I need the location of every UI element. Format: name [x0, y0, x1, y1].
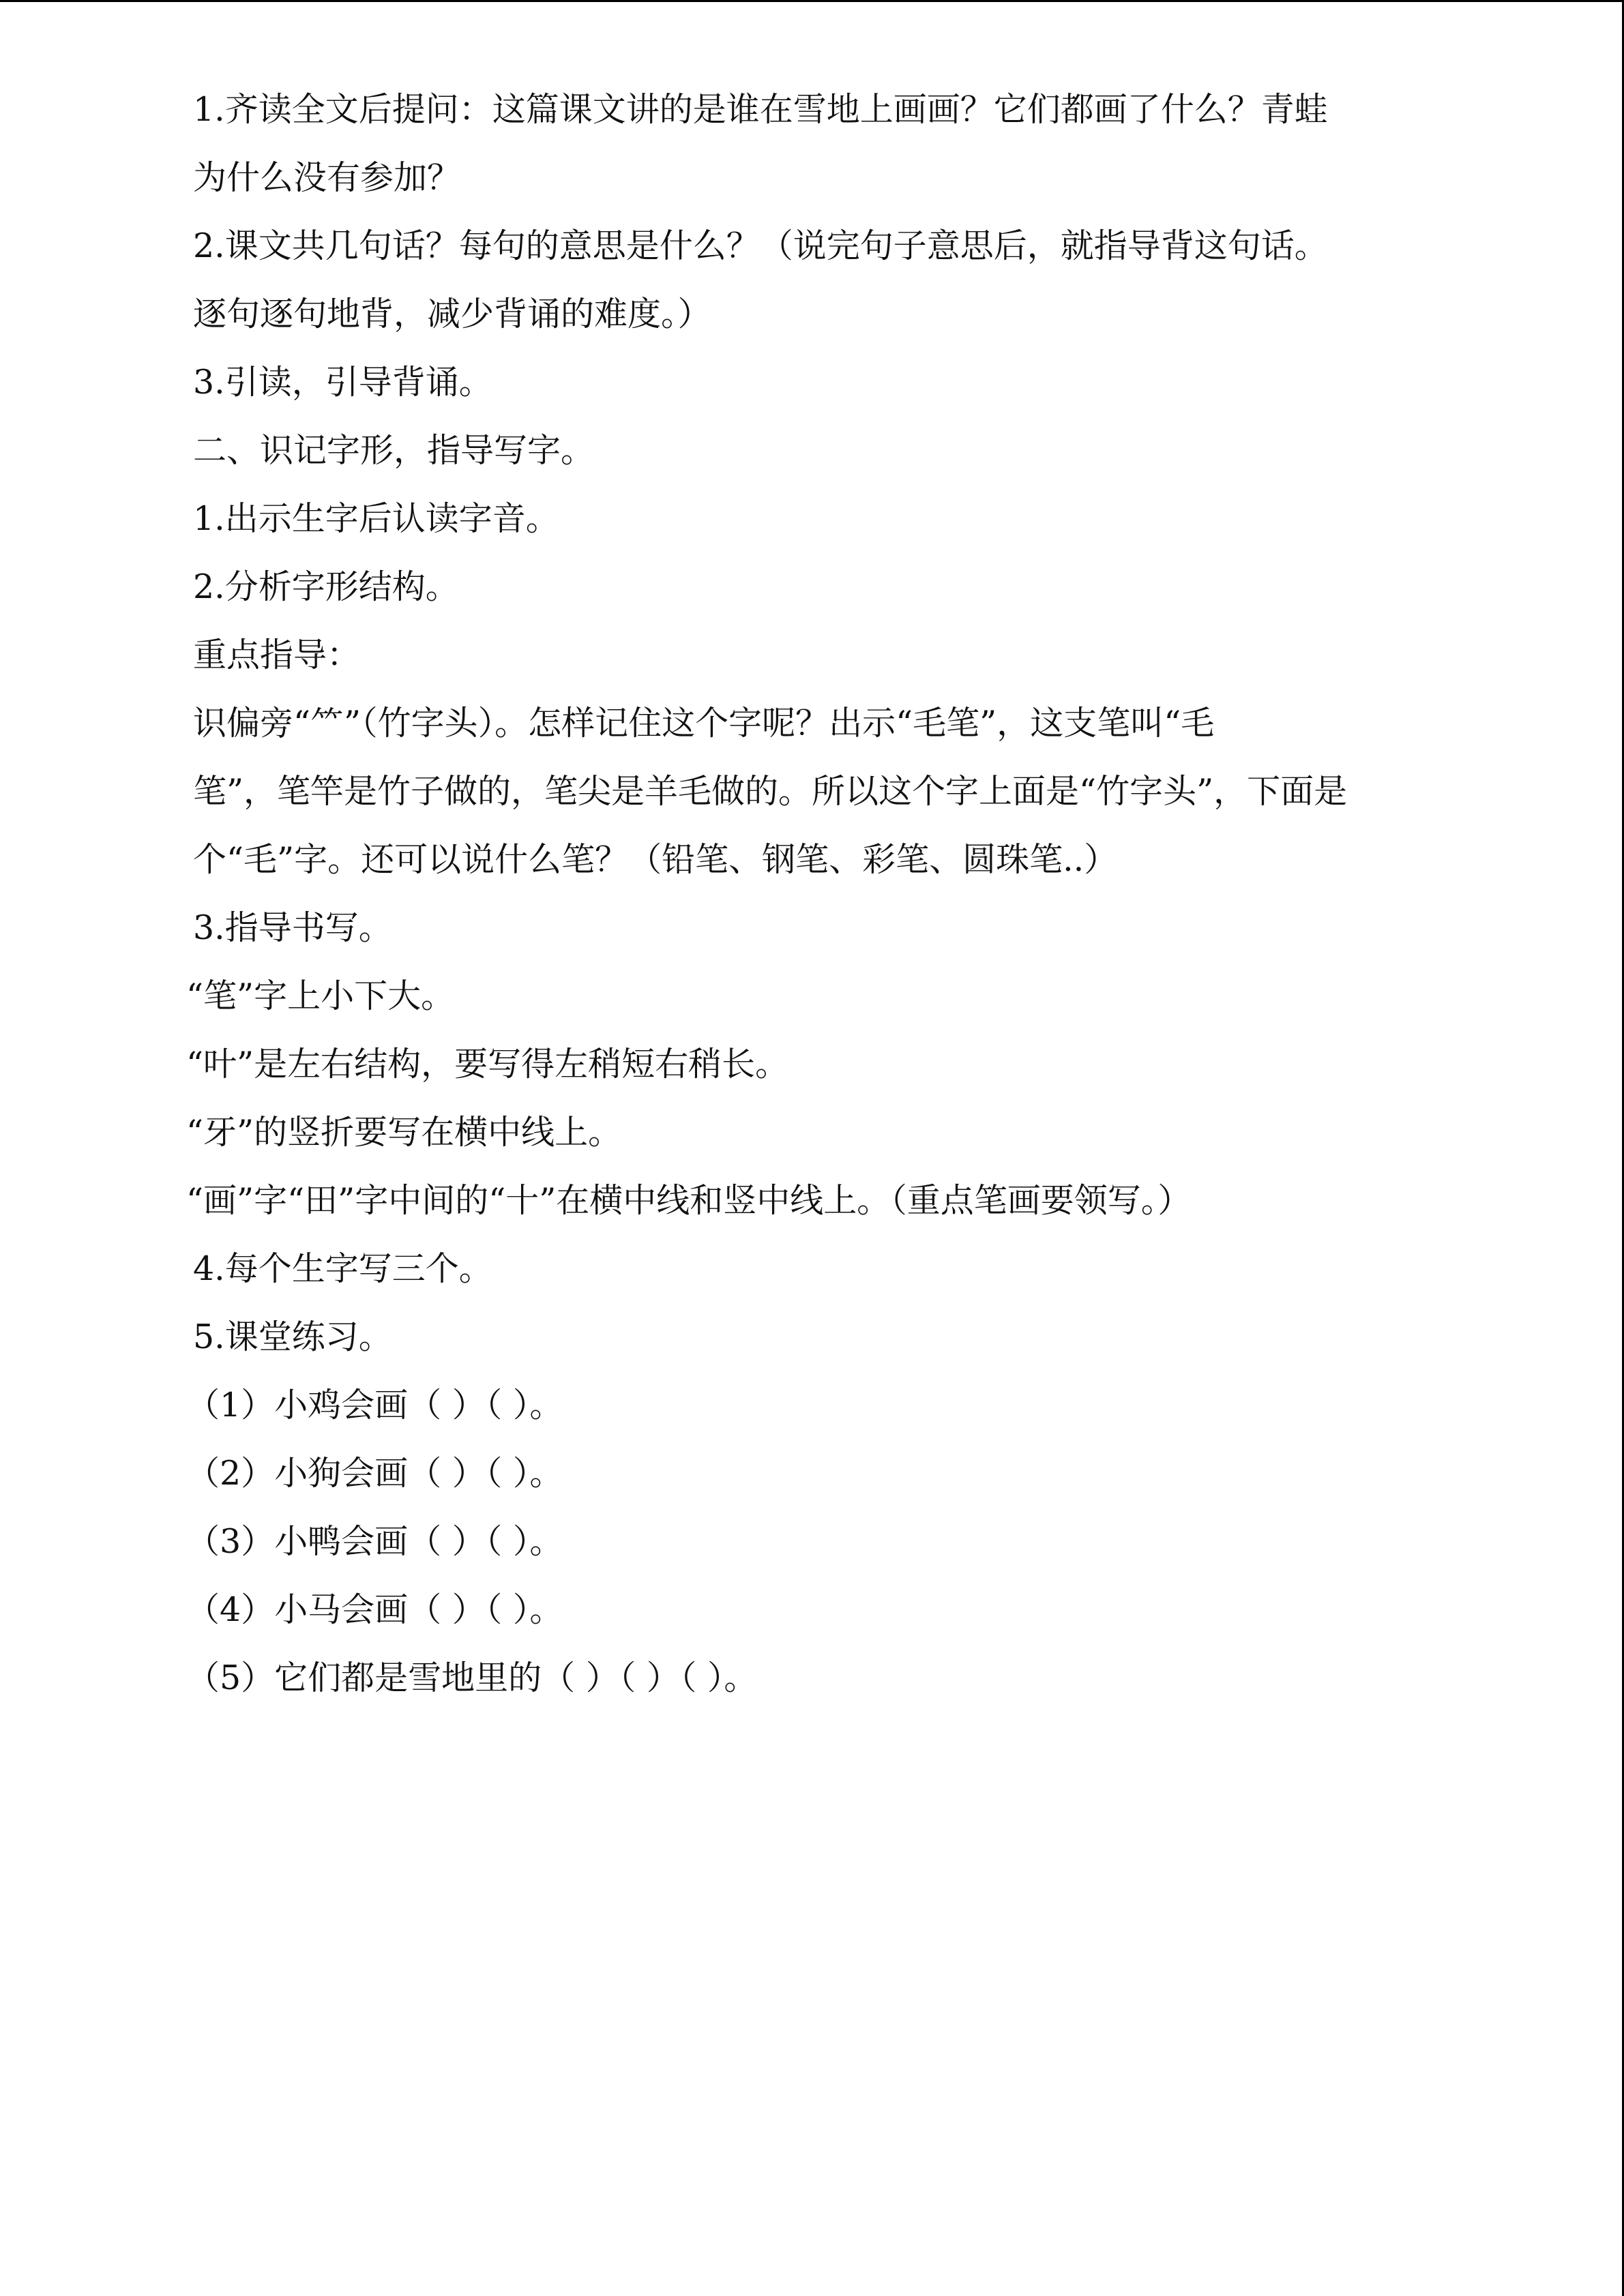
text-line: （3）小鸭会画（ ）（ ）。 — [186, 1522, 563, 1561]
text-line: （1）小鸡会画（ ）（ ）。 — [186, 1386, 563, 1425]
text-line: 2.课文共几句话？每句的意思是什么？（说完句子意思后，就指导背这句话。 — [193, 226, 1328, 265]
paragraph — [126, 1030, 1507, 1099]
paragraph — [126, 1508, 1507, 1576]
text-line: 3.指导书写。 — [193, 908, 392, 947]
paragraph — [126, 1576, 1507, 1644]
paragraph — [126, 894, 1507, 962]
paragraph — [126, 1235, 1507, 1303]
text-line: 2.分析字形结构。 — [193, 567, 459, 606]
text-line: （2）小狗会画（ ）（ ）。 — [186, 1454, 563, 1493]
text-line: 逐句逐句地背，减少背诵的难度。） — [193, 295, 711, 333]
text-line: （5）它们都是雪地里的（ ）（ ）（ ）。 — [186, 1658, 758, 1697]
text-line: “叶”是左右结构，要写得左稍短右稍长。 — [186, 1045, 789, 1084]
text-line: 识偏旁“⺮”（竹字头）。怎样记住这个字呢？出示“毛笔”，这支笔叫“毛 — [193, 704, 1215, 743]
text-line: “牙”的竖折要写在横中线上。 — [186, 1113, 622, 1152]
paragraph — [126, 417, 1507, 485]
paragraph — [126, 485, 1507, 553]
paragraph — [126, 1303, 1507, 1371]
text-line: 个“毛”字。还可以说什么笔？（铅笔、钢笔、彩笔、圆珠笔..） — [193, 840, 1118, 879]
paragraph — [126, 962, 1507, 1030]
paragraph — [126, 1440, 1507, 1508]
text-line: 3.引读，引导背诵。 — [193, 363, 492, 402]
paragraph — [126, 553, 1507, 621]
paragraph — [126, 621, 1507, 689]
text-line: 二、识记字形，指导写字。 — [193, 431, 595, 470]
paragraph — [126, 1099, 1507, 1167]
text-line: “笔”字上小下大。 — [186, 976, 455, 1015]
text-line: （4）小马会画（ ）（ ）。 — [186, 1590, 563, 1629]
text-line: 5.课堂练习。 — [193, 1317, 392, 1356]
text-line: 1.出示生字后认读字音。 — [193, 499, 559, 538]
paragraph — [126, 76, 1507, 212]
text-line: “画”字“田”字中间的“十”在横中线和竖中线上。（重点笔画要领写。） — [186, 1181, 1192, 1220]
paragraph — [126, 1167, 1507, 1235]
paragraph — [126, 1371, 1507, 1440]
text-line: 笔”，笔竿是竹子做的，笔尖是羊毛做的。所以这个字上面是“竹字头”，下面是 — [193, 772, 1348, 811]
text-line: 1.齐读全文后提问：这篇课文讲的是谁在雪地上画画？它们都画了什么？青蛙 — [193, 90, 1328, 129]
text-line: 重点指导： — [193, 636, 361, 674]
paragraph — [126, 1644, 1507, 1712]
document-body — [126, 76, 1507, 1712]
paragraph — [126, 348, 1507, 417]
paragraph — [126, 212, 1507, 348]
text-line: 为什么没有参加？ — [193, 158, 461, 197]
text-line: 4.每个生字写三个。 — [193, 1249, 492, 1288]
paragraph — [126, 689, 1507, 894]
